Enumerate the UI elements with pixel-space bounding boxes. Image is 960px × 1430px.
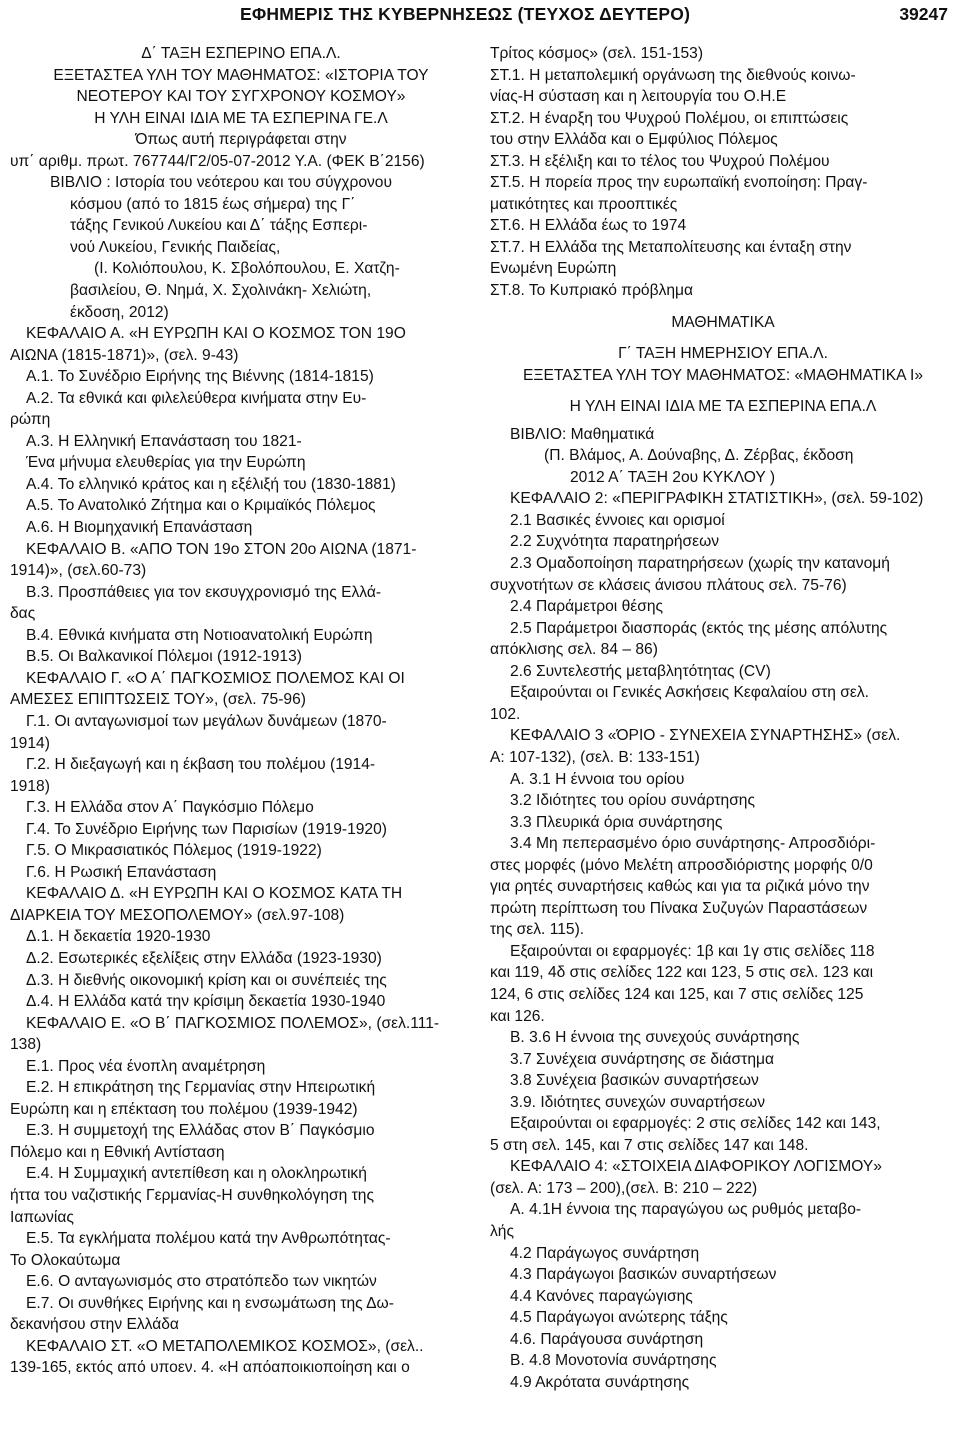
chapter-heading: ΚΕΦΑΛΑΙΟ Ε. «Ο Β΄ ΠΑΓΚΟΣΜΙΟΣ ΠΟΛΕΜΟΣ», (σελ.111- bbox=[26, 1014, 440, 1032]
list-item: Δ.2. Εσωτερικές εξελίξεις στην Ελλάδα (1923-1930) bbox=[26, 949, 382, 967]
text-line: Εξαιρούνται οι εφαρμογές: 1β και 1γ στις σελίδες 118 bbox=[510, 942, 875, 960]
list-item: 2.6 Συντελεστής μεταβλητότητας (CV) bbox=[510, 662, 771, 680]
list-item: Ε.3. Η συμμετοχή της Ελλάδας στον Β΄ Παγκόσμιο bbox=[26, 1122, 375, 1140]
list-item: Α.1. Το Συνέδριο Ειρήνης της Βιέννης (1814-1815) bbox=[26, 368, 374, 386]
list-item: πρώτη περίπτωση του Πίνακα Συζυγών Παραστάσεων bbox=[490, 899, 868, 917]
list-item: 3.8 Συνέχεια βασικών συναρτήσεων bbox=[510, 1072, 759, 1090]
list-item: Ιαπωνίας bbox=[10, 1208, 74, 1226]
list-item: δεκανήσου στην Ελλάδα bbox=[10, 1316, 179, 1334]
chapter-heading: ΚΕΦΑΛΑΙΟ 3 «ΌΡΙΟ - ΣΥΝΕΧΕΙΑ ΣΥΝΑΡΤΗΣΗΣ» (σελ. bbox=[510, 727, 901, 745]
text-line: 5 στη σελ. 145, και 7 στις σελίδες 147 και 148. bbox=[490, 1136, 809, 1154]
list-item: δας bbox=[10, 605, 36, 623]
section-heading: ΝΕΟΤΕΡΟΥ ΚΑΙ ΤΟΥ ΣΥΓΧΡΟΝΟΥ ΚΟΣΜΟΥ» bbox=[76, 88, 406, 106]
list-item: Α. 3.1 Η έννοια του ορίου bbox=[510, 770, 685, 788]
text-line: Εξαιρούνται οι Γενικές Ασκήσεις Κεφαλαίου στη σελ. bbox=[510, 684, 869, 702]
list-item: ματικότητες και προοπτικές bbox=[490, 195, 678, 213]
list-item: ρώπη bbox=[10, 411, 51, 429]
chapter-heading: 138) bbox=[10, 1036, 42, 1054]
book-line: τάξης Γενικού Λυκείου και Δ΄ τάξης Εσπερι- bbox=[70, 217, 368, 235]
list-item: Α.3. Η Ελληνική Επανάσταση του 1821- bbox=[26, 432, 302, 450]
list-item: Ε.7. Οι συνθήκες Ειρήνης και η ενσωμάτωση της Δω- bbox=[26, 1294, 394, 1312]
section-heading: Η ΥΛΗ ΕΙΝΑΙ ΙΔΙΑ ΜΕ ΤΑ ΕΣΠΕΡΙΝΑ ΕΠΑ.Λ bbox=[569, 398, 877, 416]
book-line: ΒΙΒΛΙΟ: Μαθηματικά bbox=[510, 425, 655, 443]
list-item: Β. 3.6 Η έννοια της συνεχούς συνάρτησης bbox=[510, 1029, 800, 1047]
list-item: για ρητές συναρτήσεις καθώς και για τα ριζικά μόνο την bbox=[490, 878, 870, 896]
section-heading: ΕΞΕΤΑΣΤΕΑ ΥΛΗ ΤΟΥ ΜΑΘΗΜΑΤΟΣ: «ΜΑΘΗΜΑΤΙΚΑ Ι» bbox=[522, 366, 923, 384]
book-line: ΒΙΒΛΙΟ : Ιστορία του νεότερου και του σύγχρονου bbox=[50, 174, 393, 192]
list-item: Α.6. Η Βιομηχανική Επανάσταση bbox=[26, 519, 253, 537]
list-item: ΣΤ.7. Η Ελλάδα της Μεταπολίτευσης και ένταξη στην bbox=[490, 238, 852, 256]
list-item: του στην Ελλάδα και ο Εμφύλιος Πόλεμος bbox=[490, 131, 778, 149]
subject-heading: ΜΑΘΗΜΑΤΙΚΑ bbox=[671, 313, 775, 331]
list-item: Β.5. Οι Βαλκανικοί Πόλεμοι (1912-1913) bbox=[26, 648, 302, 666]
chapter-heading: ΚΕΦΑΛΑΙΟ Α. «Η ΕΥΡΩΠΗ ΚΑΙ Ο ΚΟΣΜΟΣ ΤΟΝ 19Ο bbox=[26, 325, 406, 343]
list-item: Δ.1. Η δεκαετία 1920-1930 bbox=[26, 928, 211, 946]
list-item: ΣΤ.1. Η μεταπολεμική οργάνωση της διεθνούς κοινω- bbox=[490, 66, 856, 84]
list-item: ΣΤ.6. Η Ελλάδα έως το 1974 bbox=[490, 217, 687, 235]
list-item: Ενωμένη Ευρώπη bbox=[490, 260, 617, 278]
list-item: απόκλισης σελ. 84 – 86) bbox=[490, 641, 658, 659]
list-item: 4.6. Παράγουσα συνάρτηση bbox=[510, 1330, 704, 1348]
book-line: (Π. Βλάμος, Α. Δούναβης, Δ. Ζέρβας, έκδοση bbox=[544, 447, 854, 465]
spacer bbox=[490, 333, 956, 343]
list-item: Ε.1. Προς νέα ένοπλη αναμέτρηση bbox=[26, 1057, 266, 1075]
spacer bbox=[490, 302, 956, 312]
text-line: Τρίτος κόσμος» (σελ. 151-153) bbox=[490, 45, 704, 62]
list-item: Α. 4.1Η έννοια της παραγώγου ως ρυθμός μεταβο- bbox=[510, 1201, 862, 1219]
list-item: Ένα μήνυμα ελευθερίας για την Ευρώπη bbox=[26, 454, 306, 472]
book-line: βασιλείου, Θ. Νημά, Χ. Σχολινάκη- Χελιώτη, bbox=[70, 282, 372, 300]
list-item: Δ.3. Η διεθνής οικονομική κρίση και οι συνέπειές της bbox=[26, 971, 387, 989]
list-item: ΣΤ.2. Η έναρξη του Ψυχρού Πολέμου, οι επιπτώσεις bbox=[490, 109, 849, 127]
list-item: 4.3 Παράγωγοι βασικών συναρτήσεων bbox=[510, 1266, 777, 1284]
chapter-heading: ΚΕΦΑΛΑΙΟ Δ. «Η ΕΥΡΩΠΗ ΚΑΙ Ο ΚΟΣΜΟΣ ΚΑΤΑ ΤΗ bbox=[26, 885, 403, 903]
list-item: 2.1 Βασικές έννοιες και ορισμοί bbox=[510, 511, 725, 529]
chapter-heading: ΚΕΦΑΛΑΙΟ 4: «ΣΤΟΙΧΕΙΑ ΔΙΑΦΟΡΙΚΟΥ ΛΟΓΙΣΜΟΥ» bbox=[510, 1158, 882, 1176]
text-line: 124, 6 στις σελίδες 124 και 125, και 7 στις σελίδες 125 bbox=[490, 985, 864, 1003]
list-item: 4.5 Παράγωγοι ανώτερης τάξης bbox=[510, 1309, 728, 1327]
chapter-heading: ΚΕΦΑΛΑΙΟ Γ. «Ο Α΄ ΠΑΓΚΟΣΜΙΟΣ ΠΟΛΕΜΟΣ ΚΑΙ ΟΙ bbox=[26, 669, 405, 687]
text-line: και 119, 4δ στις σελίδες 122 και 123, 5 στις σελ. 123 και bbox=[490, 964, 874, 982]
list-item: 3.4 Μη πεπερασμένο όριο συνάρτησης- Απροσδιόρι- bbox=[510, 835, 876, 853]
page-header bbox=[0, 0, 960, 34]
list-item: 4.4 Κανόνες παραγώγισης bbox=[510, 1287, 693, 1305]
list-item: Γ.5. Ο Μικρασιατικός Πόλεμος (1919-1922) bbox=[26, 842, 322, 860]
list-item: 2.4 Παράμετροι θέσης bbox=[510, 598, 664, 616]
list-item: 3.3 Πλευρικά όρια συνάρτησης bbox=[510, 813, 723, 831]
section-heading: ΕΞΕΤΑΣΤΕΑ ΥΛΗ ΤΟΥ ΜΑΘΗΜΑΤΟΣ: «ΙΣΤΟΡΙΑ ΤΟΥ bbox=[53, 66, 429, 84]
list-item: Ε.5. Τα εγκλήματα πολέμου κατά την Ανθρωπότητας- bbox=[26, 1230, 391, 1248]
section-heading: Γ΄ ΤΑΞΗ ΗΜΕΡΗΣΙΟΥ ΕΠΑ.Λ. bbox=[618, 345, 828, 363]
list-item: Γ.6. Η Ρωσική Επανάσταση bbox=[26, 863, 217, 881]
section-heading: Η ΥΛΗ ΕΙΝΑΙ ΙΔΙΑ ΜΕ ΤΑ ΕΣΠΕΡΙΝΑ ΓΕ.Λ bbox=[94, 109, 388, 127]
list-item: Β. 4.8 Μονοτονία συνάρτησης bbox=[510, 1352, 717, 1370]
book-line: 2012 Α΄ ΤΑΞΗ 2ου ΚΥΚΛΟΥ ) bbox=[570, 468, 776, 486]
list-item: Β.3. Προσπάθειες για τον εκσυγχρονισμό της Ελλά- bbox=[26, 583, 382, 601]
book-line: (Ι. Κολιόπουλου, Κ. Σβολόπουλου, Ε. Χατζη- bbox=[94, 260, 400, 278]
text-line: Όπως αυτή περιγράφεται στην bbox=[135, 131, 347, 149]
list-item: της σελ. 115). bbox=[490, 921, 585, 939]
list-item: ΣΤ.5. Η πορεία προς την ευρωπαϊκή ενοποίηση: Πραγ- bbox=[490, 174, 868, 192]
list-item: Ε.6. Ο ανταγωνισμός στο στρατόπεδο των νικητών bbox=[26, 1273, 377, 1291]
list-item: 3.9. Ιδιότητες συνεχών συναρτήσεων bbox=[510, 1093, 766, 1111]
list-item: Α.2. Τα εθνικά και φιλελεύθερα κινήματα στην Ευ- bbox=[26, 389, 367, 407]
chapter-heading: (σελ. Α: 173 – 200),(σελ. Β: 210 – 222) bbox=[490, 1179, 758, 1197]
book-line: κόσμου (από το 1815 έως σήμερα) της Γ΄ bbox=[70, 195, 356, 213]
list-item: ήττα του ναζιστικής Γερμανίας-Η συνθηκολόγηση της bbox=[10, 1186, 374, 1204]
page-number: 39247 bbox=[899, 4, 948, 24]
list-item: Ευρώπη και η επέκταση του πολέμου (1939-1942) bbox=[10, 1100, 358, 1118]
list-item: Δ.4. Η Ελλάδα κατά την κρίσιμη δεκαετία 1930-1940 bbox=[26, 993, 386, 1011]
list-item: συχνοτήτων σε κλάσεις άνισου πλάτους σελ. 75-76) bbox=[490, 576, 847, 594]
left-column bbox=[10, 43, 472, 1379]
list-item: Γ.4. Το Συνέδριο Ειρήνης των Παρισίων (1919-1920) bbox=[26, 820, 387, 838]
chapter-heading: 139-165, εκτός από υποεν. 4. «Η απόαποικιοποίηση και ο bbox=[10, 1359, 410, 1377]
chapter-heading: ΚΕΦΑΛΑΙΟ Β. «ΑΠΟ ΤΟΝ 19ο ΣΤΟΝ 20ο ΑΙΩΝΑ (1871- bbox=[26, 540, 417, 558]
spacer bbox=[490, 386, 956, 396]
list-item: Το Ολοκαύτωμα bbox=[10, 1251, 121, 1269]
list-item: 2.3 Ομαδοποίηση παρατηρήσεων (χωρίς την κατανομή bbox=[510, 555, 890, 573]
list-item: 3.7 Συνέχεια συνάρτησης σε διάστημα bbox=[510, 1050, 774, 1068]
list-item: 2.2 Συχνότητα παρατηρήσεων bbox=[510, 533, 720, 551]
list-item: νίας-Η σύσταση και η λειτουργία του Ο.Η.Ε bbox=[490, 88, 787, 106]
right-column bbox=[490, 43, 956, 1393]
chapter-heading: ΚΕΦΑΛΑΙΟ 2: «ΠΕΡΙΓΡΑΦΙΚΗ ΣΤΑΤΙΣΤΙΚΗ», (σελ. 59-102) bbox=[510, 490, 924, 508]
text-line: υπ΄ αριθμ. πρωτ. 767744/Γ2/05-07-2012 Υ.Α. (ΦΕΚ Β΄2156) bbox=[10, 152, 425, 170]
list-item: ΣΤ.8. Το Κυπριακό πρόβλημα bbox=[490, 282, 694, 300]
chapter-heading: ΚΕΦΑΛΑΙΟ ΣΤ. «Ο ΜΕΤΑΠΟΛΕΜΙΚΟΣ ΚΟΣΜΟΣ», (σελ.. bbox=[26, 1337, 424, 1355]
book-line: νού Λυκείου, Γενικής Παιδείας, bbox=[70, 238, 281, 256]
list-item: Ε.4. Η Συμμαχική αντεπίθεση και η ολοκληρωτική bbox=[26, 1165, 367, 1183]
list-item: ΣΤ.3. Η εξέλιξη και το τέλος του Ψυχρού Πολέμου bbox=[490, 152, 830, 170]
list-item: 4.9 Ακρότατα συνάρτησης bbox=[510, 1373, 690, 1391]
list-item: Γ.2. Η διεξαγωγή και η έκβαση του πολέμου (1914- bbox=[26, 756, 376, 774]
list-item: λής bbox=[490, 1222, 514, 1240]
list-item: Πόλεμο και η Εθνική Αντίσταση bbox=[10, 1143, 225, 1161]
gazette-title: ΕΦΗΜΕΡΙΣ ΤΗΣ ΚΥΒΕΡΝΗΣΕΩΣ (ΤΕΥΧΟΣ ΔΕΥΤΕΡΟ) bbox=[240, 4, 691, 24]
list-item: στες μορφές (μόνο Μελέτη απροσδιόριστης μορφής 0/0 bbox=[490, 856, 873, 874]
list-item: 3.2 Ιδιότητες του ορίου συνάρτησης bbox=[510, 792, 755, 810]
chapter-heading: ΑΙΩΝΑ (1815-1871)», (σελ. 9-43) bbox=[10, 346, 239, 364]
list-item: 1918) bbox=[10, 777, 50, 795]
chapter-heading: ΑΜΕΣΕΣ ΕΠΙΠΤΩΣΕΙΣ ΤΟΥ», (σελ. 75-96) bbox=[10, 691, 306, 709]
list-item: Ε.2. Η επικράτηση της Γερμανίας στην Ηπειρωτική bbox=[26, 1079, 376, 1097]
list-item: Γ.3. Η Ελλάδα στον Α΄ Παγκόσμιο Πόλεμο bbox=[26, 799, 314, 817]
list-item: 4.2 Παράγωγος συνάρτηση bbox=[510, 1244, 700, 1262]
list-item: Α.4. Το ελληνικό κράτος και η εξέλιξή του (1830-1881) bbox=[26, 475, 396, 493]
list-item: 1914) bbox=[10, 734, 50, 752]
list-item: Β.4. Εθνικά κινήματα στη Νοτιοανατολική Ευρώπη bbox=[26, 626, 373, 644]
text-line: και 126. bbox=[490, 1007, 545, 1025]
book-line: έκδοση, 2012) bbox=[70, 303, 169, 321]
list-item: Γ.1. Οι ανταγωνισμοί των μεγάλων δυνάμεων (1870- bbox=[26, 712, 387, 730]
text-line: 102. bbox=[490, 705, 521, 723]
chapter-heading: 1914)», (σελ.60-73) bbox=[10, 562, 147, 580]
text-line: Εξαιρούνται οι εφαρμογές: 2 στις σελίδες 142 και 143, bbox=[510, 1115, 881, 1133]
section-heading: Δ΄ ΤΑΞΗ ΕΣΠΕΡΙΝΟ ΕΠΑ.Λ. bbox=[141, 45, 341, 62]
list-item: 2.5 Παράμετροι διασποράς (εκτός της μέσης απόλυτης bbox=[510, 619, 888, 637]
list-item: Α.5. Το Ανατολικό Ζήτημα και ο Κριμαϊκός Πόλεμος bbox=[26, 497, 376, 515]
chapter-heading: Α: 107-132), (σελ. Β: 133-151) bbox=[490, 748, 700, 766]
chapter-heading: ΔΙΑΡΚΕΙΑ ΤΟΥ ΜΕΣΟΠΟΛΕΜΟΥ» (σελ.97-108) bbox=[10, 906, 345, 924]
